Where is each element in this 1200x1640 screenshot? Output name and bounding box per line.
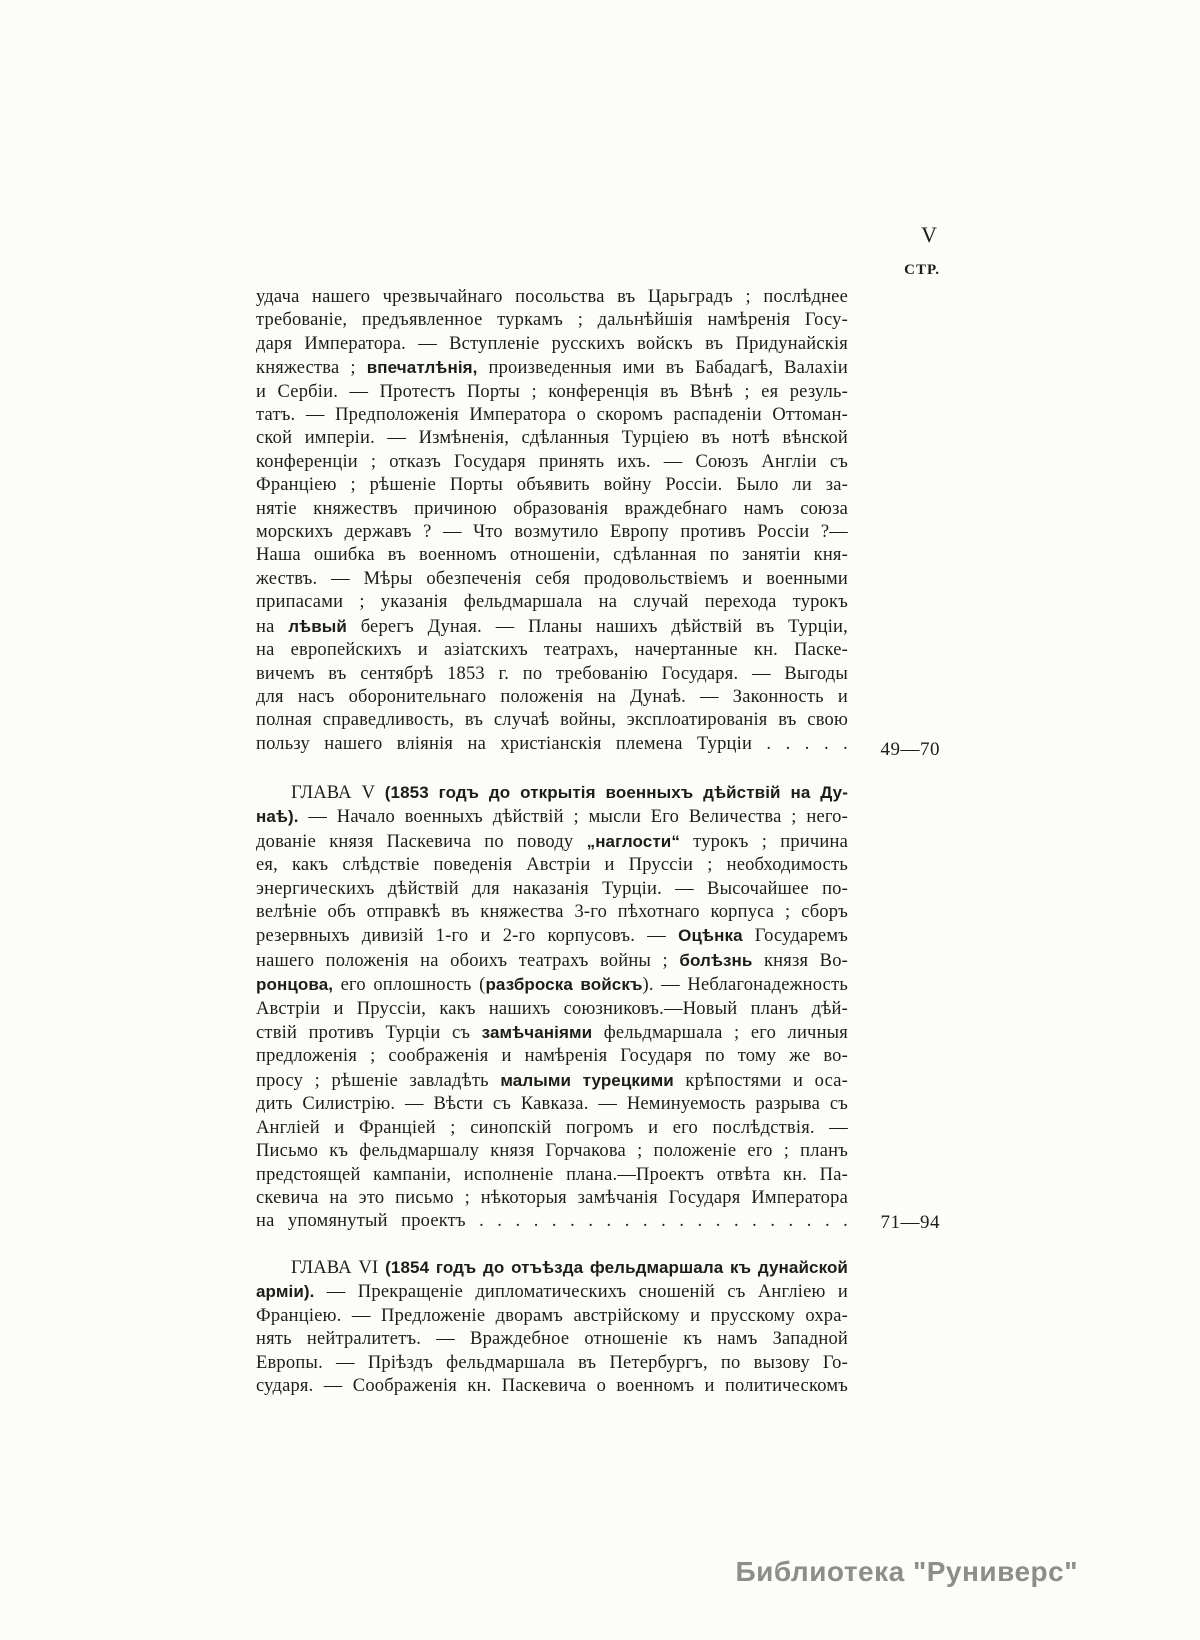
text-line: жествъ. — Мѣры обезпеченія себя продовольствіемъ и военными	[256, 568, 848, 589]
text-line: требованіе, предъявленное туркамъ ; дальнѣйшія намѣренія Госу-	[256, 310, 848, 331]
text-line: ГЛАВА VI (1854 годъ до отъѣзда фельдмаршала къ дунайской	[291, 1258, 848, 1278]
text-line: удача нашего чрезвычайнаго посольства въ Царьградъ ; послѣднее	[256, 287, 848, 307]
text-line: морскихъ державъ ? — Что возмутило Европу противъ Россіи ?—	[256, 522, 848, 543]
text-line: пользу нашего вліянія на христіанскія племена Турціи . . . . .	[256, 733, 848, 754]
toc-page-range: 71—94	[880, 1212, 940, 1233]
text-line: ея, какъ слѣдствіе поведенія Австріи и Пруссіи ; необходимость	[256, 855, 848, 876]
text-line: наѣ). — Начало военныхъ дѣйствій ; мысли Его Величества ; него-	[256, 807, 848, 828]
text-line: на лѣвый берегъ Дуная. — Планы нашихъ дѣйствій въ Турціи,	[256, 616, 848, 637]
text-line: и Сербіи. — Протестъ Порты ; конференція въ Вѣнѣ ; ея резуль-	[256, 381, 848, 402]
text-line: татъ. — Предположенія Императора о скоромъ распаденіи Оттоман-	[256, 405, 848, 426]
text-line: Письмо къ фельдмаршалу князя Горчакова ; положеніе его ; планъ	[256, 1141, 848, 1162]
library-watermark: Библиотека "Руниверс"	[735, 1556, 1078, 1587]
toc-entry-chapter4-continuation	[256, 286, 848, 756]
text-line: Австріи и Пруссіи, какъ нашихъ союзниковъ.—Новый планъ дѣй-	[256, 998, 848, 1019]
text-line: нашего положенія на обоихъ театрахъ войны ; болѣзнь князя Во-	[256, 950, 849, 971]
text-line: ГЛАВА V (1853 годъ до открытія военныхъ дѣйствій на Ду-	[291, 783, 849, 803]
text-line: предложенія ; соображенія и намѣренія Государя по тому же во-	[256, 1046, 848, 1067]
toc-page-range: 49—70	[880, 739, 940, 760]
text-line: даря Императора. — Вступленіе русскихъ войскъ въ Придунайскія	[256, 333, 848, 354]
text-line: для насъ оборонительнаго положенія на Дунаѣ. — Законность и	[256, 686, 848, 707]
text-line: арміи). — Прекращеніе дипломатическихъ сношеній съ Англіею и	[256, 1282, 848, 1303]
text-line: нять нейтралитетъ. — Враждебное отношеніе къ намъ Западной	[256, 1329, 848, 1350]
text-line: предстоящей кампаніи, исполненіе плана.—Проектъ отвѣта кн. Па-	[256, 1164, 848, 1185]
text-line: велѣніе объ отправкѣ въ княжества 3-го пѣхотнаго корпуса ; сборъ	[256, 902, 848, 923]
text-line: на упомянутый проектъ . . . . . . . . . . . . . . . . . . . . .	[256, 1211, 848, 1232]
text-line: Наша ошибка въ военномъ отношеніи, сдѣланная по занятіи кня-	[256, 545, 848, 566]
text-line: конференціи ; отказъ Государя принять ихъ. — Союзъ Англіи съ	[256, 451, 848, 472]
page-number: V	[921, 222, 938, 247]
text-line: княжества ; впечатлѣнія, произведенныя ими въ Бабадагѣ, Валахіи	[256, 358, 848, 379]
page-column-label: СТР.	[904, 262, 940, 278]
text-line: сударя. — Соображенія кн. Паскевича о военномъ и политическомъ	[256, 1376, 848, 1397]
text-line: резервныхъ дивизій 1-го и 2-го корпусовъ. — Оцѣнка Государемъ	[256, 926, 848, 947]
text-line: ствій противъ Турціи съ замѣчаніями фельдмаршала ; его личныя	[256, 1023, 849, 1044]
toc-entry-chapter6	[256, 1256, 848, 1398]
text-line: нятіе княжествъ причиною образованія враждебнаго намъ союза	[256, 498, 848, 519]
text-line: энергическихъ дѣйствій для наказанія Турціи. — Высочайшее по-	[256, 878, 848, 899]
text-line: Европы. — Пріѣздъ фельдмаршала въ Петербургъ, по вызову Го-	[256, 1352, 848, 1373]
text-line: дить Силистрію. — Вѣсти съ Кавказа. — Неминуемость разрыва съ	[256, 1094, 848, 1115]
text-line: припасами ; указанія фельдмаршала на случай перехода турокъ	[256, 592, 848, 613]
text-line: Англіей и Франціей ; синопскій погромъ и его послѣдствія. —	[256, 1117, 848, 1138]
text-line: Франціею ; рѣшеніе Порты объявить войну Россіи. Было ли за-	[256, 475, 848, 496]
text-line: дованіе князя Паскевича по поводу „наглости“ турокъ ; причина	[256, 831, 848, 852]
text-line: вичемъ въ сентябрѣ 1853 г. по требованію Государя. — Выгоды	[256, 663, 848, 684]
toc-entry-chapter5	[256, 781, 848, 1234]
text-line: скевича на это письмо ; нѣкоторыя замѣчанія Государя Императора	[256, 1187, 848, 1208]
text-line: на европейскихъ и азіатскихъ театрахъ, начертанные кн. Паске-	[256, 640, 848, 661]
text-line: просу ; рѣшеніе завладѣть малыми турецкими крѣпостями и оса-	[256, 1070, 848, 1091]
text-line: ской имперіи. — Измѣненія, сдѣланныя Турціею въ нотѣ вѣнской	[256, 428, 848, 449]
text-line: ронцова, его оплошность (разброска войскъ). — Неблагонадежность	[256, 975, 849, 996]
text-line: полная справедливость, въ случаѣ войны, эксплоатированія въ свою	[256, 710, 848, 731]
text-line: Франціею. — Предложеніе дворамъ австрійскому и прусскому охра-	[256, 1305, 848, 1326]
